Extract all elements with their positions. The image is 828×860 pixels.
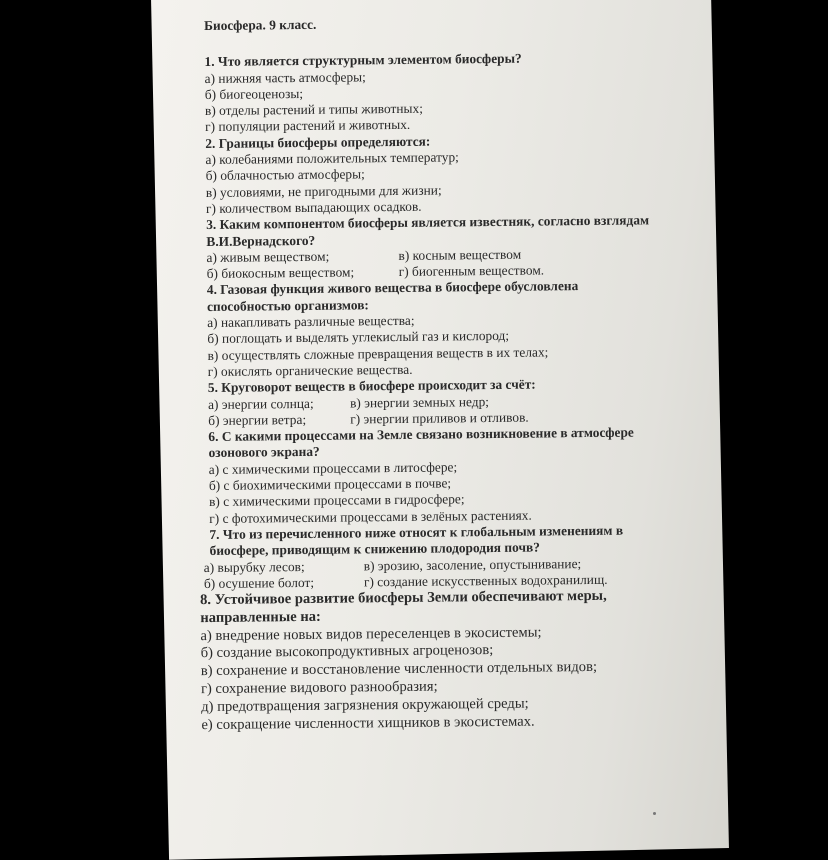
answer-option: б) осушение болот; xyxy=(203,574,315,591)
question-6 xyxy=(208,424,709,527)
answer-option: г) биогенным веществом. xyxy=(398,262,545,280)
question-text: 4. Газовая функция живого вещества в биосфере обусловлена xyxy=(206,278,579,298)
answer-option: в) отделы растений и типы животных; xyxy=(204,100,424,119)
answer-option: а) нижняя часть атмосферы; xyxy=(204,68,366,86)
question-text: В.И.Вернадского? xyxy=(206,232,316,249)
answer-option: в) косным веществом xyxy=(398,246,522,263)
answer-option: б) биогеоценозы; xyxy=(204,85,304,102)
answer-option: в) сохранение и восстановление численности отдельных видов; xyxy=(200,659,598,680)
question-2 xyxy=(205,131,706,218)
answer-option: б) биокосным веществом; xyxy=(206,264,355,282)
answer-option: а) вырубку лесов; xyxy=(203,558,305,575)
answer-option: г) популяции растений и животных. xyxy=(205,117,411,135)
answer-option: г) создание искусственных водохранилищ. xyxy=(363,571,608,590)
answer-option: г) энергии приливов и отливов. xyxy=(350,409,529,427)
answer-option: г) количеством выпадающих осадков. xyxy=(205,198,422,216)
answer-option: е) сокращение численности хищников в экосистемах. xyxy=(201,713,535,733)
answer-option: а) колебаниями положительных температур; xyxy=(205,149,459,168)
answer-option: г) сохранение видового разнообразия; xyxy=(200,678,438,698)
question-3 xyxy=(206,212,707,282)
answer-option: г) с фотохимическими процессами в зелёных растениях. xyxy=(209,507,532,526)
question-4 xyxy=(207,277,708,380)
question-text: направленные на: xyxy=(200,608,321,626)
worksheet-title: Биосфера. 9 класс. xyxy=(204,16,317,33)
answer-option: в) осуществлять сложные превращения веществ в их телах; xyxy=(207,344,549,363)
question-text: 5. Круговорот веществ в биосфере происходит за счёт: xyxy=(207,376,536,396)
question-text: 8. Устойчивое развитие биосферы Земли обеспечивают меры, xyxy=(200,587,607,609)
question-text: 2. Границы биосферы определяются: xyxy=(205,133,431,151)
worksheet-text xyxy=(200,13,711,735)
answer-option: а) накапливать различные вещества; xyxy=(207,312,415,331)
question-5 xyxy=(208,375,708,429)
answer-option: б) с биохимическими процессами в почве; xyxy=(208,475,452,493)
question-text: 6. С какими процессами на Земле связано возникновение в атмосфере xyxy=(208,424,634,445)
answer-option: г) окислять органические вещества. xyxy=(207,361,413,379)
question-1 xyxy=(204,49,705,136)
question-text: 7. Что из перечисленного ниже относят к глобальным изменениям в xyxy=(209,522,624,542)
question-text: способностью организмов: xyxy=(206,297,369,314)
question-text: биосфере, приводящим к снижению плодородия почв? xyxy=(209,539,540,559)
question-7 xyxy=(203,522,710,592)
answer-option: а) живым веществом; xyxy=(206,248,330,265)
question-text: 3. Каким компонентом биосферы является известняк, согласно взглядам xyxy=(206,212,650,233)
question-text: озонового экрана? xyxy=(208,444,320,461)
answer-option: б) поглощать и выделять углекислый газ и кислород; xyxy=(207,328,510,347)
answer-option: б) создание высокопродуктивных агроценозов; xyxy=(200,642,494,662)
answer-option: в) условиями, не пригодными для жизни; xyxy=(205,182,442,200)
answer-option: а) с химическими процессами в литосфере; xyxy=(208,459,458,477)
answer-option: а) внедрение новых видов переселенцев в экосистемы; xyxy=(200,624,542,644)
answer-option: в) энергии земных недр; xyxy=(349,393,490,411)
answer-option: б) энергии ветра; xyxy=(208,411,307,428)
question-8 xyxy=(200,587,711,735)
answer-option: д) предотвращения загрязнения окружающей среды; xyxy=(201,695,529,715)
answer-option: а) энергии солнца; xyxy=(207,395,314,412)
answer-option: в) эрозию, засоление, опустынивание; xyxy=(363,555,582,573)
paper-speck xyxy=(653,812,656,815)
question-text: 1. Что является структурным элементом биосферы? xyxy=(204,50,522,70)
answer-option: б) облачностью атмосферы; xyxy=(205,166,365,184)
answer-option: в) с химическими процессами в гидросфере; xyxy=(208,491,465,510)
